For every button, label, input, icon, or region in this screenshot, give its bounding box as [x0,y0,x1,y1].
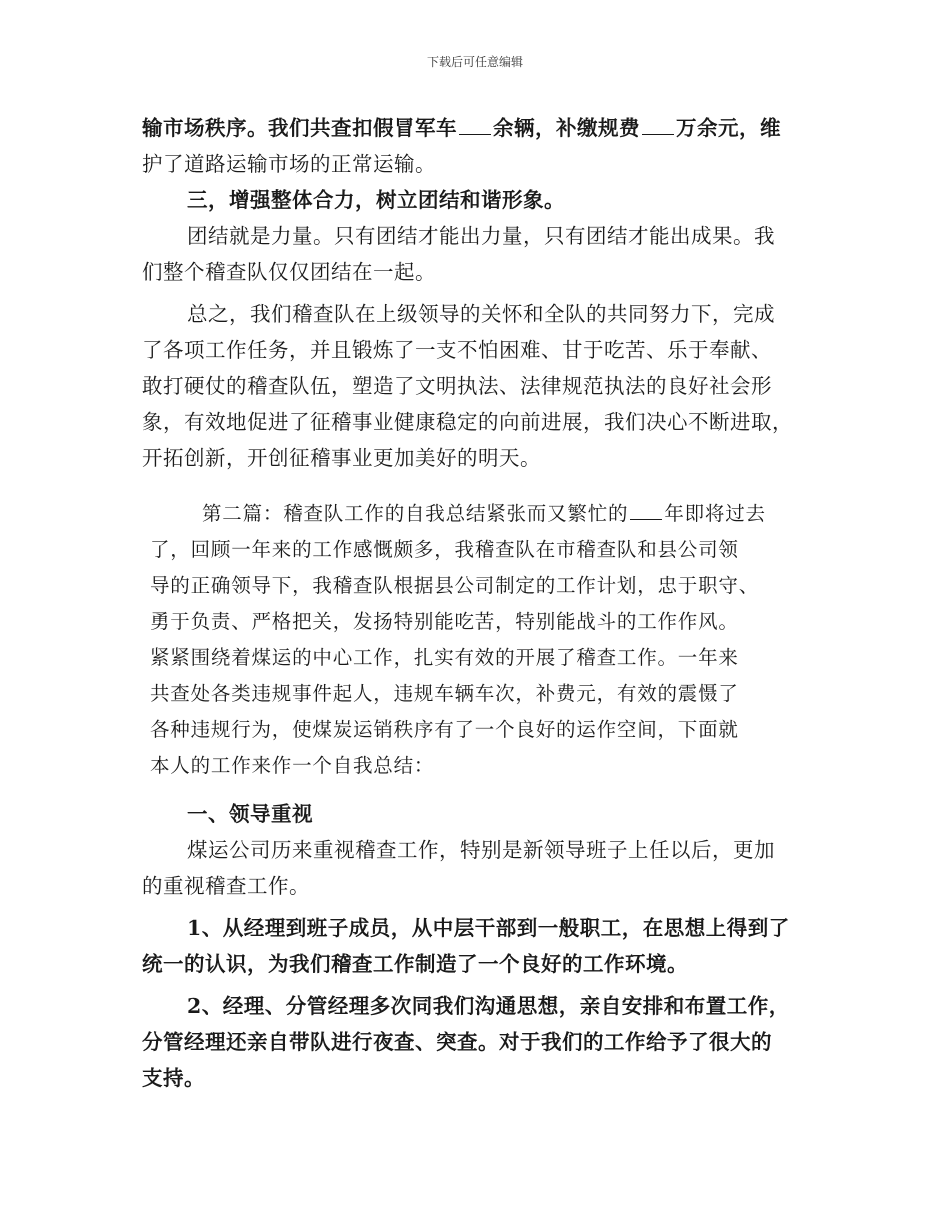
section-heading: 一、领导重视 [187,802,313,826]
paragraph-line: 勇于负责、严格把关，发扬特别能吃苦，特别能战斗的工作作风。 [150,610,739,633]
page-header: 下载后可任意编辑 [426,55,523,69]
paragraph-line: 们整个稽查队仅仅团结在一起。 [142,260,436,284]
paragraph-line: 团结就是力量。只有团结才能出力量，只有团结才能出成果。我 [187,224,775,248]
paragraph-line: 紧紧围绕着煤运的中心工作，扎实有效的开展了稽查工作。一年来 [150,646,739,669]
list-item-line: 2、经理、分管经理多次同我们沟通思想，亲自安排和布置工作， [187,994,790,1018]
paragraph-line: 开拓创新，开创征稽事业更加美好的明天。 [142,446,541,470]
paragraph-line: 护了道路运输市场的正常运输。 [142,152,436,176]
text-run: 年即将过去 [664,502,766,525]
list-item-line: 1、从经理到班子成员，从中层干部到一般职工，在思想上得到了 [187,916,790,940]
list-item-line: 分管经理还亲自带队进行夜查、突查。对于我们的工作给予了很大的 [142,1030,772,1054]
fill-blank [630,503,662,520]
paragraph-line: 本人的工作来作一个自我总结： [150,754,435,777]
paragraph-line: 共查处各类违规事件起人，违规车辆车次，补费元，有效的震慑了 [150,682,739,705]
paragraph-line: 象，有效地促进了征稽事业健康稳定的向前进展，我们决心不断进取， [142,410,793,434]
paragraph-line: 了各项工作任务，并且锻炼了一支不怕困难、甘于吃苦、乐于奉献、 [142,338,772,362]
text-run: 第二篇：稽查队工作的自我总结紧张而又繁忙的 [202,502,629,525]
paragraph-line: 的重视稽查工作。 [142,874,310,898]
paragraph-line: 导的正确领导下，我稽查队根据县公司制定的工作计划，忠于职守、 [150,574,760,597]
document-body [142,110,822,1096]
paragraph-line: 煤运公司历来重视稽查工作，特别是新领导班子上任以后，更加 [187,838,775,862]
list-item-line: 统一的认识，为我们稽查工作制造了一个良好的工作环境。 [142,952,688,976]
text-run: 万余元，维 [676,116,781,140]
text-run: 输市场秩序。我们共查扣假冒军车 [142,116,457,140]
paragraph-line: 总之，我们稽查队在上级领导的关怀和全队的共同努力下，完成 [187,302,775,326]
paragraph-line [142,110,822,146]
paragraph-line: 各种违规行为，使煤炭运销秩序有了一个良好的运作空间，下面就 [150,718,739,741]
paragraph-line [142,496,822,532]
list-item-line: 支持。 [142,1066,205,1090]
text-run: 余辆，补缴规费 [493,116,640,140]
fill-blank [459,118,491,135]
second-article [142,496,822,784]
section-heading: 三，增强整体合力，树立团结和谐形象。 [187,188,565,212]
paragraph-line: 了，回顾一年来的工作感慨颇多，我稽查队在市稽查队和县公司领 [150,538,739,561]
fill-blank [642,118,674,135]
paragraph-line: 敢打硬仗的稽查队伍，塑造了文明执法、法律规范执法的良好社会形 [142,374,772,398]
